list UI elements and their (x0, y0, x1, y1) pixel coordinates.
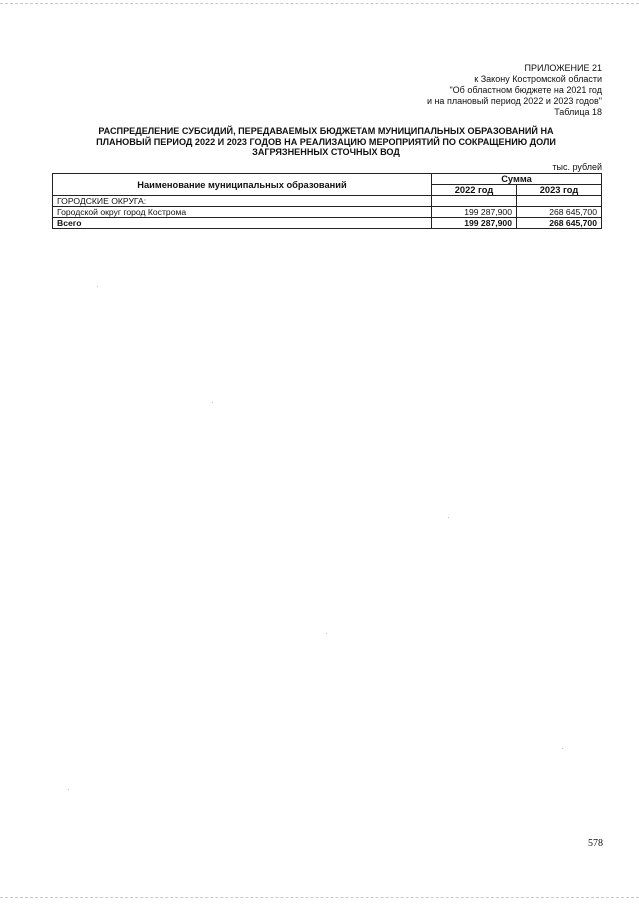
total-value-2023: 268 645,700 (517, 218, 602, 229)
appendix-law-title-line2: и на плановый период 2022 и 2023 годов" (426, 96, 602, 106)
table-row (53, 207, 602, 218)
row-value-2023: 268 645,700 (517, 207, 602, 218)
group-label: ГОРОДСКИЕ ОКРУГА: (53, 196, 432, 207)
table-header-row (53, 174, 602, 185)
header-municipality-name: Наименование муниципальных образований (53, 174, 432, 196)
header-year-2022: 2022 год (432, 185, 517, 196)
document-title (50, 126, 602, 158)
scan-speck (448, 517, 449, 518)
scan-bottom-edge (0, 897, 639, 898)
scan-speck (68, 789, 69, 790)
scan-speck (97, 286, 98, 287)
appendix-law-title-line1: "Об областном бюджете на 2021 год (449, 85, 602, 95)
appendix-law-reference: к Закону Костромской области (474, 74, 602, 84)
appendix-number: ПРИЛОЖЕНИЕ 21 (524, 63, 602, 73)
appendix-header (282, 63, 602, 118)
appendix-table-number: Таблица 18 (554, 107, 602, 117)
scan-top-edge (0, 3, 639, 4)
title-line-2: ПЛАНОВЫЙ ПЕРИОД 2022 И 2023 ГОДОВ НА РЕАЛИЗАЦИЮ МЕРОПРИЯТИЙ ПО СОКРАЩЕНИЮ ДОЛИ (96, 136, 556, 147)
row-value-2022: 199 287,900 (432, 207, 517, 218)
units-label: тыс. рублей (552, 162, 602, 172)
header-sum: Сумма (432, 174, 602, 185)
scan-speck (326, 633, 327, 634)
scan-speck (212, 402, 213, 403)
row-municipality-name: Городской округ город Кострома (53, 207, 432, 218)
group-empty-cell (517, 196, 602, 207)
total-value-2022: 199 287,900 (432, 218, 517, 229)
subsidy-table (52, 173, 602, 229)
total-label: Всего (53, 218, 432, 229)
title-line-1: РАСПРЕДЕЛЕНИЕ СУБСИДИЙ, ПЕРЕДАВАЕМЫХ БЮДЖЕТАМ МУНИЦИПАЛЬНЫХ ОБРАЗОВАНИЙ НА (98, 126, 554, 136)
header-year-2023: 2023 год (517, 185, 602, 196)
table-total-row (53, 218, 602, 229)
group-empty-cell (432, 196, 517, 207)
title-line-3: ЗАГРЯЗНЕННЫХ СТОЧНЫХ ВОД (252, 147, 400, 157)
scan-speck (562, 748, 563, 749)
page-number: 578 (588, 838, 603, 849)
table-group-row (53, 196, 602, 207)
